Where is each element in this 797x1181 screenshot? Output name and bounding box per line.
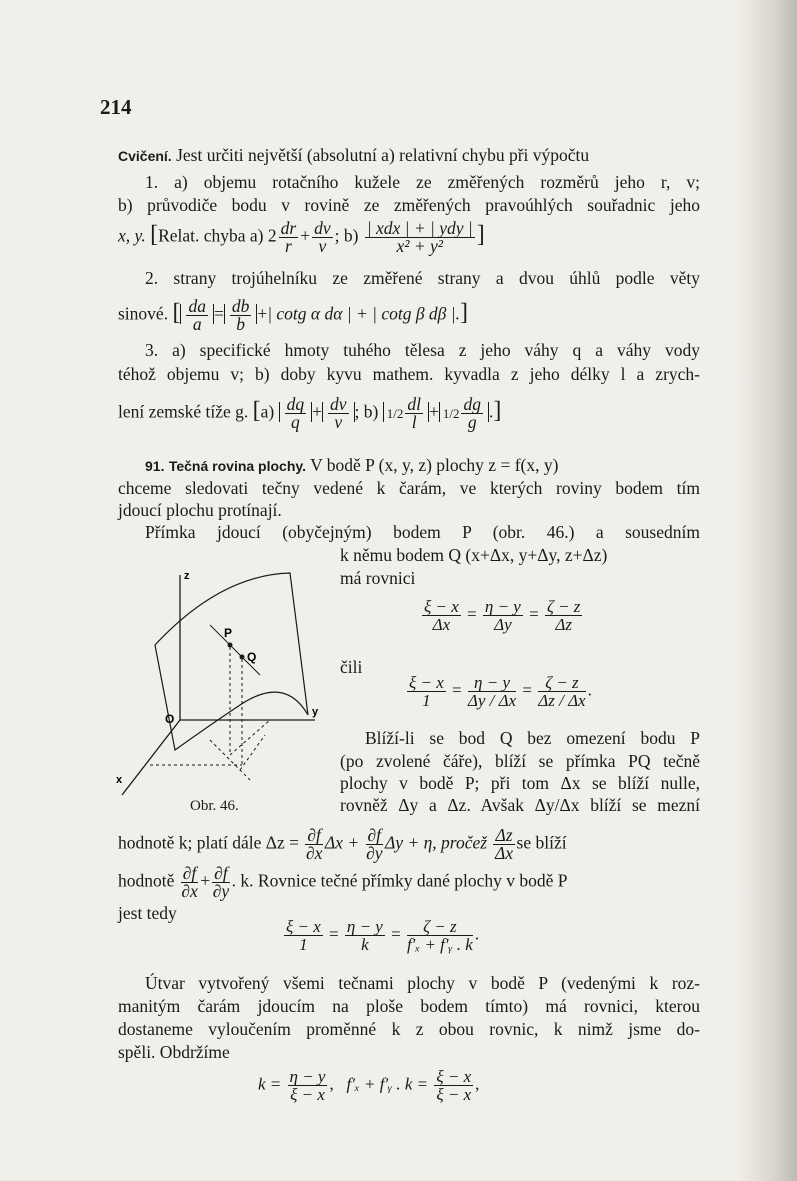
para-p2: (po zvolené čáře), blíží se přímka PQ tečně: [340, 751, 700, 771]
page-number: 214: [100, 95, 132, 119]
exercise-3-line-2: téhož objemu v; b) doby kyvu mathem. kyvadla z jeho délky l a zrych-: [118, 364, 700, 384]
para-p3: plochy v bodě P; při tom Δx se blíží nulle,: [340, 773, 700, 793]
para-p4: rovněž Δy a Δz. Avšak Δy/Δx blíží se mezní: [340, 795, 700, 815]
point-q: [240, 655, 245, 660]
label-z: z: [184, 570, 190, 582]
para-p5: hodnotě k; platí dále Δz = $\frac{\partial f}{\partial x}$ Δx + $\frac{\partial f}{\partial y}$ Δy + η, pročež $\frac{\Delta z}{\Delta x}$ se blíží: [118, 825, 567, 863]
tangent-line-equation: $\frac{\xi - x}{1}$ = $\frac{\eta - y}{k}$ = $\frac{\zeta - z}{\text{f′ₓ + f′ᵧ . k}}$ .: [286, 917, 480, 954]
section-91-line-2: chceme sledovati tečny vedené k čarám, ve kterých roviny bodem tím: [118, 478, 700, 498]
label-q: Q: [247, 650, 257, 664]
surface-diagram: [110, 555, 320, 805]
para-q1: Útvar vytvořený všemi tečnami plochy v bodě P (vedenými k roz-: [145, 973, 700, 993]
para-q2: manitým čarám jdoucím na ploše bodem tímto) má rovnici, kterou: [118, 996, 700, 1016]
line-equation-1: $\frac{\xi - x}{\Delta x}$ = $\frac{\eta - y}{\Delta y}$ = $\frac{\zeta - z}{\Delta z}$: [424, 597, 581, 634]
word-cili: čili: [340, 657, 363, 677]
para-p1: Blíží-li se bod Q bez omezení bodu P: [365, 728, 700, 748]
para-q3: dostaneme vyloučením proměnné k z obou rovnic, k nimž jsme do-: [118, 1019, 700, 1039]
exercise-2-line-2: sinové. [ $\frac{da}{a}$ = $\frac{db}{b}$ +| cotg α dα | + | cotg β dβ |.]: [118, 296, 468, 334]
para-p6: hodnotě $\frac{\partial f}{\partial x}$ + $\frac{\partial f}{\partial y}$ . k. Rovnice tečné přímky dané plochy v bodě P: [118, 863, 568, 901]
para-p7: jest tedy: [118, 903, 177, 923]
page-edge-shadow: [737, 0, 797, 1181]
exercise-3-line-1: 3. a) specifické hmoty tuhého tělesa z jeho váhy q a váhy vody: [145, 340, 700, 360]
label-o: O: [165, 712, 175, 726]
exercise-1-line-3: x, y. [Relat. chyba a) 2 $\frac{dr}{r}$ + $\frac{dv}{v}$ ; b) $\frac{\text{| xdx | + | ydy |}}{\text{x² + y²}}$ ]: [118, 218, 485, 256]
label-x: x: [116, 774, 123, 786]
section-91-line-4: Přímka jdoucí (obyčejným) bodem P (obr. 46.) a sousedním: [145, 522, 700, 542]
exercise-3-line-3: lení zemské tíže g. [a) $\frac{dq}{q}$ + $\frac{dv}{v}$ ; b) 1/2 $\frac{dl}{l}$ + 1/2 $\frac{dg}{g}$ .]: [118, 394, 502, 432]
line-equation-2: $\frac{\xi - x}{1}$ = $\frac{\eta - y}{\Delta y / \Delta x}$ = $\frac{\zeta - z}{\Delta z / \Delta x}$ .: [409, 673, 592, 710]
para-q4: spěli. Obdržíme: [118, 1042, 230, 1062]
section-91-line-6: má rovnici: [340, 568, 416, 588]
dash-y: [230, 720, 270, 755]
exercise-2-line-1: 2. strany trojúhelníku ze změřené strany a dvou úhlů podle věty: [145, 268, 700, 288]
label-p: P: [224, 626, 233, 640]
tangent-plane-equations: k = $\frac{\eta - y}{\xi - x}$ , f′ₓ + f′ᵧ . k = $\frac{\xi - x}{\xi - x}$ ,: [258, 1067, 480, 1104]
exercise-1-line-2: b) průvodiče bodu v rovině ze změřených pravoúhlých souřadnic jeho: [118, 195, 700, 215]
label-y: y: [312, 706, 319, 718]
figure-caption: Obr. 46.: [190, 798, 239, 814]
section-91-line-5: k němu bodem Q (x+Δx, y+Δy, z+Δz): [340, 545, 608, 565]
section-91-title-line: 91. Tečná rovina plochy. V bodě P (x, y, z) plochy z = f(x, y): [145, 455, 559, 475]
section-number: 91.: [145, 458, 165, 474]
exercises-intro: Cvičení. Jest určiti největší (absolutní a) relativní chybu při výpočtu: [118, 145, 590, 165]
exercises-heading: Cvičení.: [118, 148, 172, 164]
exercise-1-line-1: 1. a) objemu rotačního kužele ze změřených rozměrů jeho r, v;: [145, 172, 700, 192]
section-title: Tečná rovina plochy.: [168, 458, 307, 474]
figure-46: [110, 555, 320, 825]
section-91-line-3: jdoucí plochu protínají.: [118, 500, 282, 520]
dash-diag2: [240, 735, 265, 770]
point-p: [228, 643, 233, 648]
